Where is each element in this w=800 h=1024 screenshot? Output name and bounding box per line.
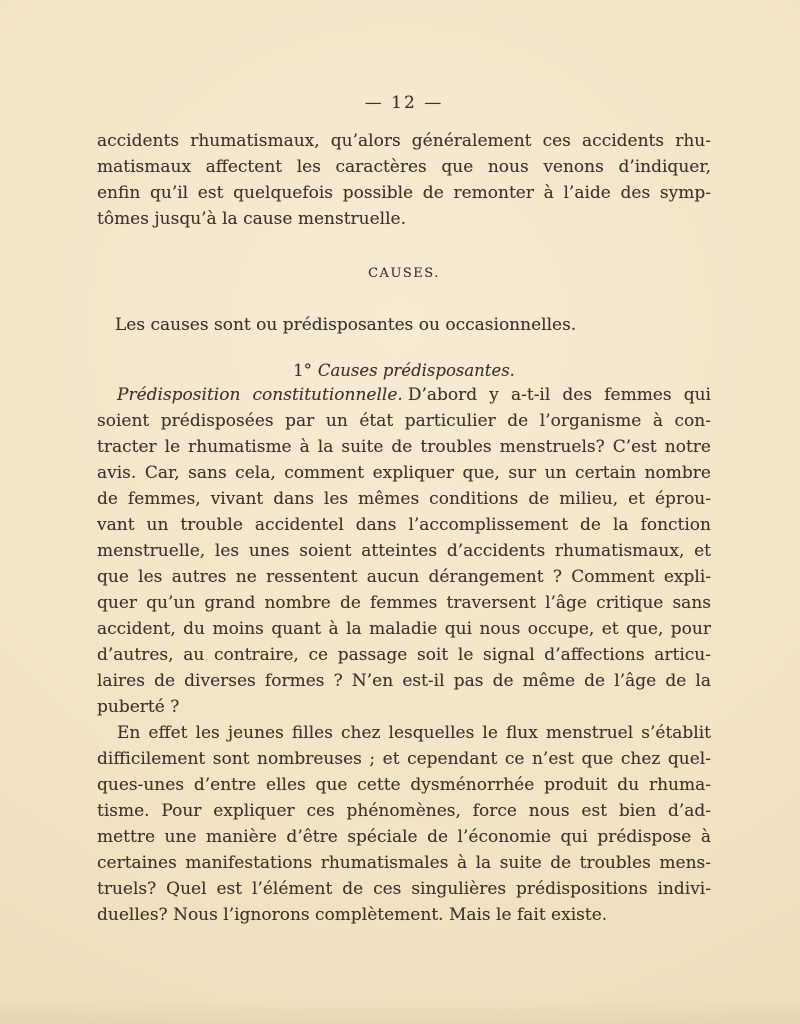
subsection-heading-causes-predisposantes [97, 360, 711, 382]
paragraph-continuation [97, 128, 711, 232]
text-line: certaines manifestations rhumatismales à la suite de troubles mens- [97, 853, 711, 873]
text-line: que les autres ne ressentent aucun dérangement ? Comment expli- [97, 567, 711, 587]
text-line: menstruelle, les unes soient atteintes d’accidents rhumatismaux, et [97, 541, 711, 561]
italic-lead-phrase: Prédisposition constitutionnelle. [117, 385, 403, 405]
text-line [97, 382, 711, 408]
text-line: soient prédisposées par un état particulier de l’organisme à con- [97, 411, 711, 431]
lead-rest-text: D’abord y a-t-il des femmes qui [407, 385, 711, 405]
text-line: quer qu’un grand nombre de femmes traversent l’âge critique sans [97, 593, 711, 613]
paragraph-en-effet [97, 720, 711, 928]
text-line: accidents rhumatismaux, qu’alors généralement ces accidents rhu- [97, 131, 711, 151]
text-line: enfin qu’il est quelquefois possible de remonter à l’aide des symp- [97, 183, 711, 203]
text-line: tômes jusqu’à la cause menstruelle. [97, 209, 407, 229]
text-line: matismaux affectent les caractères que nous venons d’indiquer, [97, 157, 711, 177]
text-line: tracter le rhumatisme à la suite de troubles menstruels? C’est notre [97, 437, 711, 457]
text-line: laires de diverses formes ? N’en est-il pas de même de l’âge de la [97, 671, 711, 691]
text-block [97, 0, 711, 928]
text-line: vant un trouble accidentel dans l’accomplissement de la fonction [97, 515, 711, 535]
text-line: En effet les jeunes filles chez lesquelles le flux menstruel s’établit [117, 723, 711, 743]
subsection-number: 1° [293, 361, 312, 380]
text-line: tisme. Pour expliquer ces phénomènes, force nous est bien d’ad- [97, 801, 711, 821]
text-line: mettre une manière d’être spéciale de l’économie qui prédispose à [97, 827, 711, 847]
text-line: de femmes, vivant dans les mêmes conditions de milieu, et éprou- [97, 489, 711, 509]
text-line: truels? Quel est l’élément de ces singulières prédispositions indivi- [97, 879, 711, 899]
text-line: accident, du moins quant à la maladie qui nous occupe, et que, pour [97, 619, 711, 639]
paragraph-predisposition [97, 382, 711, 720]
causes-intro-line: Les causes sont ou prédisposantes ou occasionnelles. [115, 315, 577, 335]
subsection-title: Causes prédisposantes. [317, 361, 515, 380]
text-line: difficilement sont nombreuses ; et cependant ce n’est que chez quel- [97, 749, 711, 769]
text-line: duelles? Nous l’ignorons complètement. Mais le fait existe. [97, 905, 608, 925]
section-heading-causes: CAUSES. [368, 266, 440, 281]
text-line: avis. Car, sans cela, comment expliquer que, sur un certain nombre [97, 463, 711, 483]
text-line: ques-unes d’entre elles que cette dysménorrhée produit du rhuma- [97, 775, 711, 795]
text-line: d’autres, au contraire, ce passage soit le signal d’affections articu- [97, 645, 711, 665]
page-number: — 12 — [364, 93, 444, 113]
text-line: puberté ? [97, 697, 180, 717]
